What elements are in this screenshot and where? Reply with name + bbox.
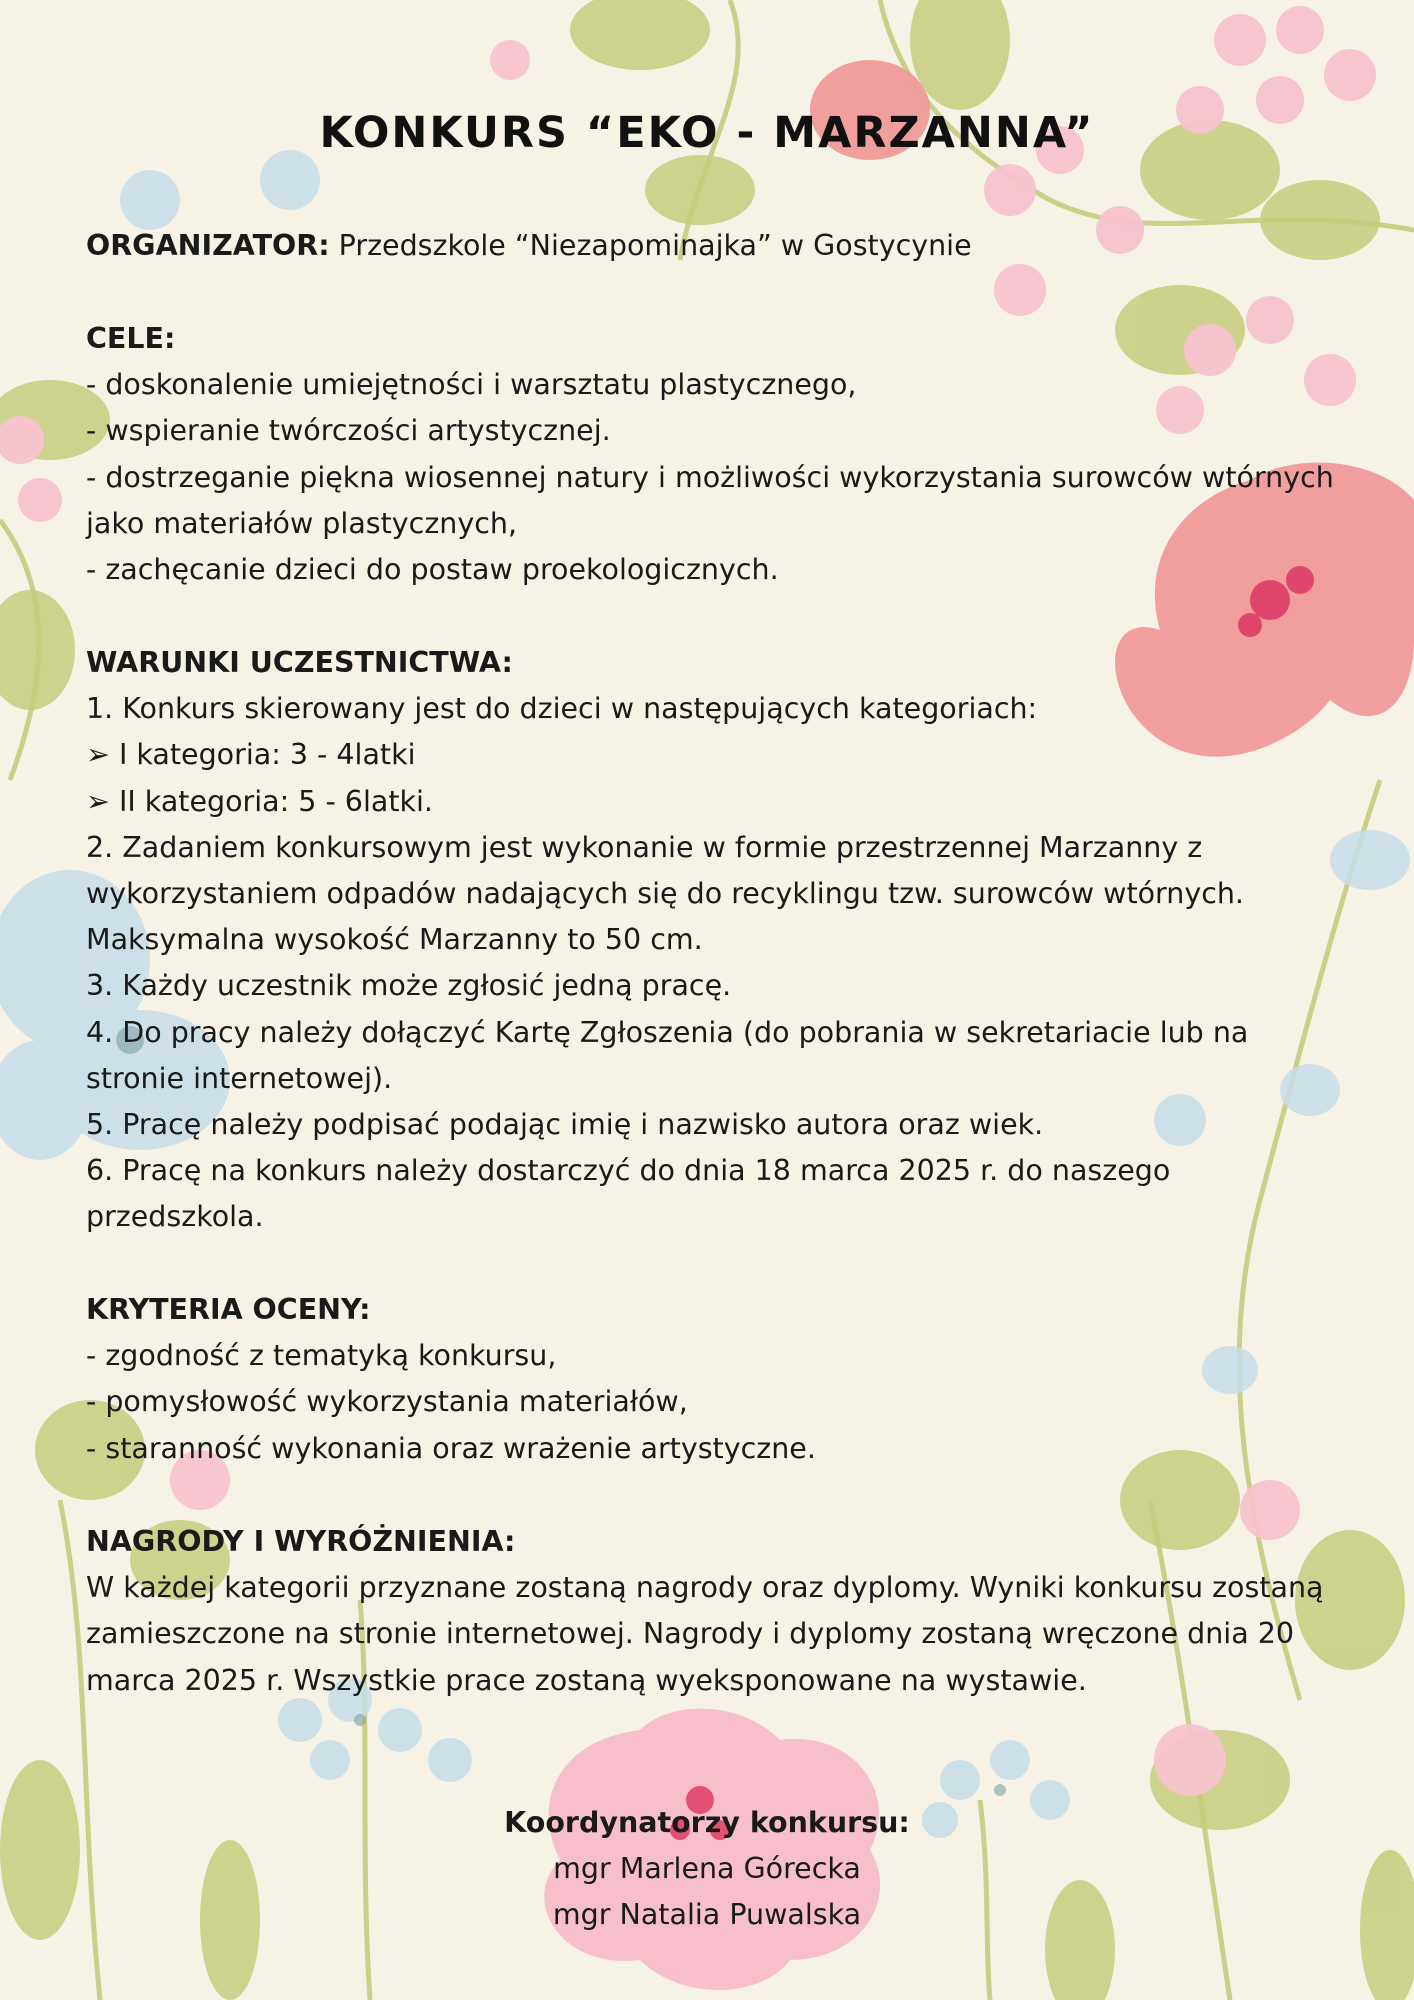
- coordinators-heading: Koordynatorzy konkursu:: [504, 1806, 910, 1839]
- goal-item: - doskonalenie umiejętności i warsztatu plastycznego,: [86, 368, 857, 402]
- criteria-item: - pomysłowość wykorzystania materiałów,: [86, 1385, 688, 1419]
- awards-heading: NAGRODY I WYRÓŻNIENIA:: [86, 1525, 516, 1558]
- organizer-label: ORGANIZATOR:: [86, 229, 330, 262]
- goal-item: - zachęcanie dzieci do postaw proekologicznych.: [86, 553, 779, 587]
- condition-item: ➢ I kategoria: 3 - 4latki: [86, 738, 416, 772]
- organizer-text: Przedszkole “Niezapominajka” w Gostycynie: [329, 229, 972, 262]
- goal-item: - dostrzeganie piękna wiosennej natury i możliwości wykorzystania surowców wtórnych jako materiałów plastycznych,: [86, 460, 1334, 540]
- goals-section: [86, 316, 1336, 593]
- coordinator-name: mgr Marlena Górecka: [553, 1852, 861, 1885]
- condition-item: 1. Konkurs skierowany jest do dzieci w następujących kategoriach:: [86, 692, 1038, 726]
- condition-item: 4. Do pracy należy dołączyć Kartę Zgłoszenia (do pobrania w sekretariacie lub na stronie internetowej).: [86, 1015, 1249, 1095]
- condition-item: 3. Każdy uczestnik może zgłosić jedną pracę.: [86, 969, 732, 1003]
- conditions-section: [86, 640, 1336, 1241]
- coordinators-section: [0, 1800, 1414, 1938]
- conditions-heading: WARUNKI UCZESTNICTWA:: [86, 646, 513, 679]
- condition-item: 5. Pracę należy podpisać podając imię i nazwisko autora oraz wiek.: [86, 1108, 1044, 1142]
- criteria-heading: KRYTERIA OCENY:: [86, 1293, 371, 1326]
- criteria-item: - zgodność z tematyką konkursu,: [86, 1339, 557, 1373]
- criteria-section: [86, 1287, 1336, 1472]
- goals-heading: CELE:: [86, 322, 176, 355]
- condition-item: 2. Zadaniem konkursowym jest wykonanie w formie przestrzennej Marzanny z wykorzystaniem odpadów nadających się do recyklingu tzw. surowców wtórnych. Maksymalna wysokość Marzanny to 50 cm.: [86, 830, 1244, 957]
- organizer-section: [86, 223, 1336, 269]
- awards-section: [86, 1519, 1336, 1704]
- goal-item: - wspieranie twórczości artystycznej.: [86, 414, 611, 448]
- condition-item: 6. Pracę na konkurs należy dostarczyć do dnia 18 marca 2025 r. do naszego przedszkola.: [86, 1154, 1171, 1234]
- criteria-item: - staranność wykonania oraz wrażenie artystyczne.: [86, 1431, 816, 1465]
- awards-text: W każdej kategorii przyznane zostaną nagrody oraz dyplomy. Wyniki konkursu zostaną zamieszczone na stronie internetowej. Nagrody i dyplomy zostaną wręczone dnia 20 marca 2025 r. Wszystkie prace zostaną wyeksponowane na wystawie.: [86, 1571, 1324, 1697]
- page-title: KONKURS “EKO - MARZANNA”: [319, 108, 1095, 158]
- coordinator-name: mgr Natalia Puwalska: [552, 1898, 862, 1931]
- condition-item: ➢ II kategoria: 5 - 6latki.: [86, 784, 433, 818]
